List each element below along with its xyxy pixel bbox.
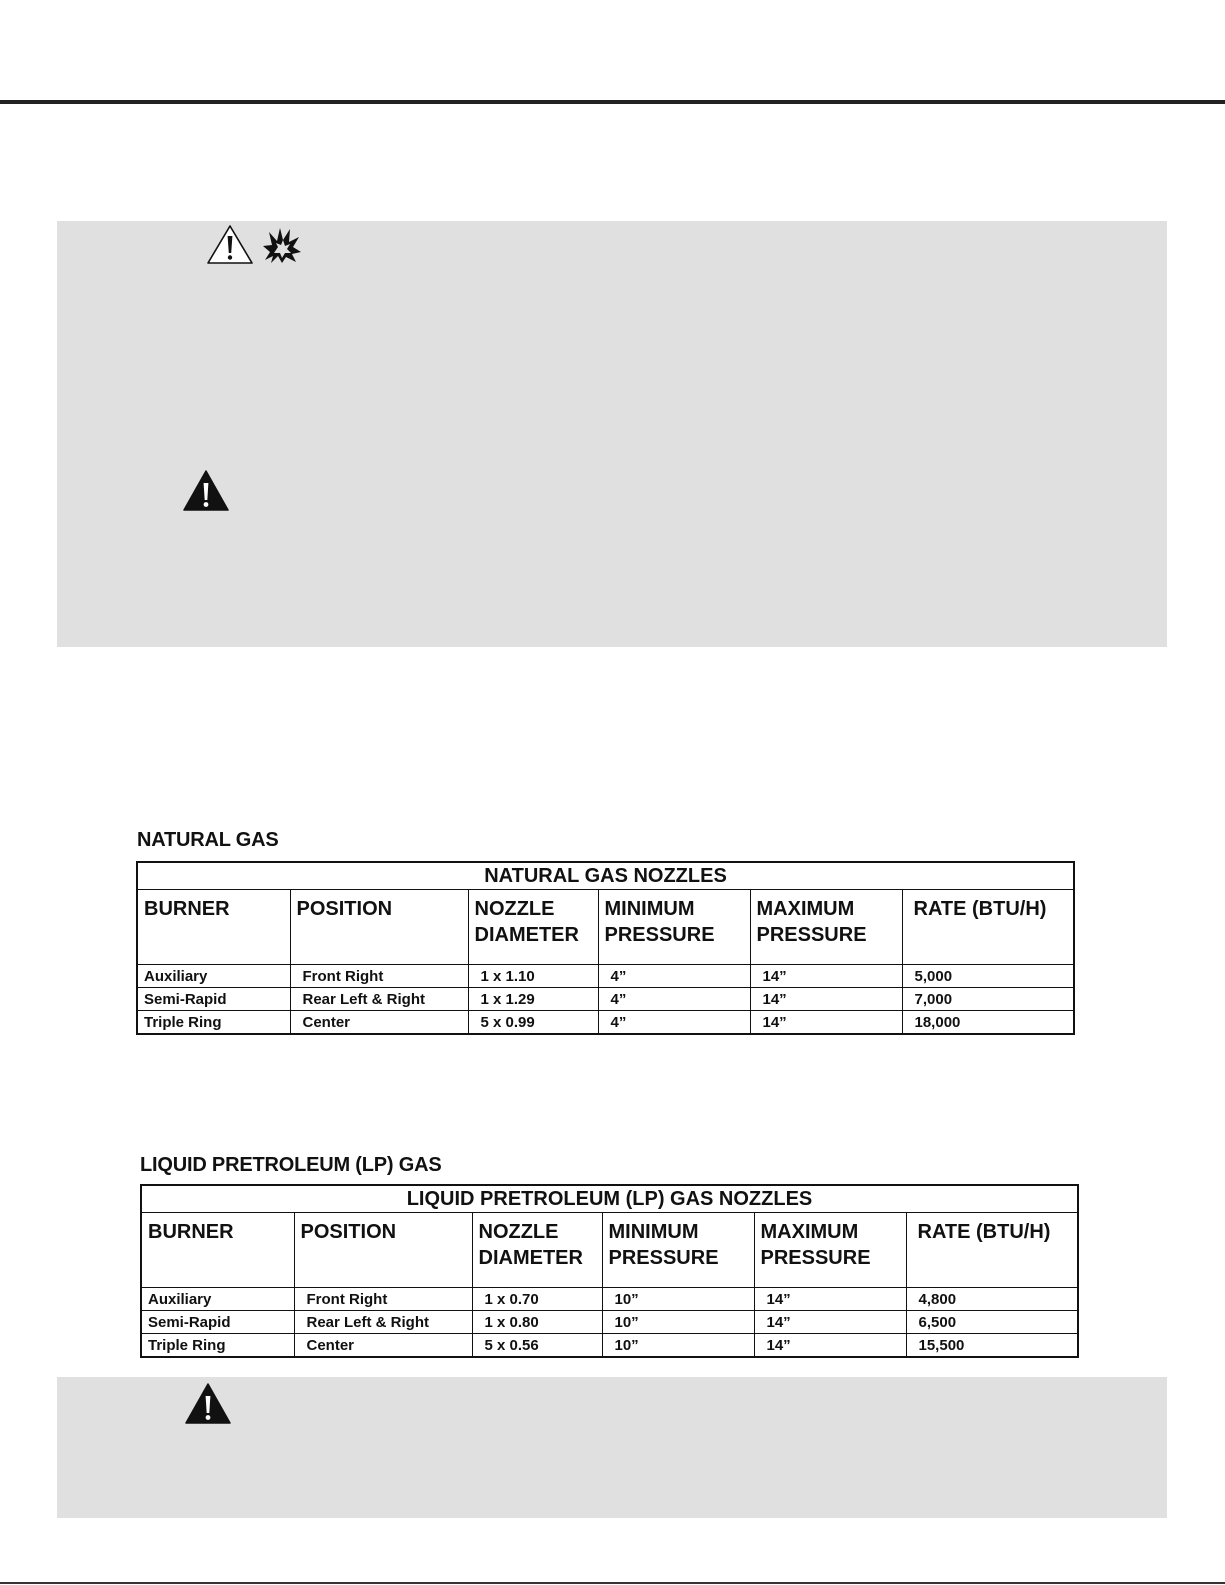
- column-header: MAXIMUM PRESSURE: [754, 1213, 906, 1288]
- position-cell: Front Right: [294, 1288, 472, 1311]
- maximum-pressure-cell: 14”: [754, 1311, 906, 1334]
- table-row: [137, 965, 1074, 988]
- natural-gas-nozzles-table: [136, 861, 1075, 1035]
- burner-cell: Auxiliary: [141, 1288, 294, 1311]
- natural-gas-label: NATURAL GAS: [137, 829, 279, 851]
- minimum-pressure-cell: 10”: [602, 1311, 754, 1334]
- lp-gas-label: LIQUID PRETROLEUM (LP) GAS: [140, 1154, 442, 1176]
- maximum-pressure-cell: 14”: [750, 1011, 902, 1035]
- table-row: [137, 988, 1074, 1011]
- maximum-pressure-cell: 14”: [754, 1288, 906, 1311]
- column-header: MINIMUM PRESSURE: [598, 890, 750, 965]
- minimum-pressure-cell: 4”: [598, 965, 750, 988]
- warning-outline-icon: [206, 224, 254, 265]
- nozzle-diameter-cell: 1 x 1.29: [468, 988, 598, 1011]
- warning-box-explosion: [57, 221, 1167, 647]
- rate-cell: 6,500: [906, 1311, 1078, 1334]
- column-header: POSITION: [294, 1213, 472, 1288]
- maximum-pressure-cell: 14”: [750, 965, 902, 988]
- table-row: [141, 1288, 1078, 1311]
- minimum-pressure-cell: 10”: [602, 1334, 754, 1358]
- rate-cell: 4,800: [906, 1288, 1078, 1311]
- rate-cell: 5,000: [902, 965, 1074, 988]
- table-caption: LIQUID PRETROLEUM (LP) GAS NOZZLES: [141, 1185, 1078, 1213]
- lp-gas-nozzles-table: [140, 1184, 1079, 1358]
- position-cell: Center: [294, 1334, 472, 1358]
- burner-cell: Auxiliary: [137, 965, 290, 988]
- warning-solid-icon: [185, 1383, 231, 1425]
- position-cell: Front Right: [290, 965, 468, 988]
- nozzle-diameter-cell: 5 x 0.56: [472, 1334, 602, 1358]
- table-row: [137, 1011, 1074, 1035]
- burner-cell: Triple Ring: [137, 1011, 290, 1035]
- position-cell: Rear Left & Right: [290, 988, 468, 1011]
- rate-cell: 7,000: [902, 988, 1074, 1011]
- column-header: RATE (BTU/H): [906, 1213, 1078, 1288]
- column-header: POSITION: [290, 890, 468, 965]
- burner-cell: Semi-Rapid: [137, 988, 290, 1011]
- table-row: [141, 1311, 1078, 1334]
- top-rule: [0, 100, 1225, 104]
- minimum-pressure-cell: 10”: [602, 1288, 754, 1311]
- column-header: NOZZLE DIAMETER: [468, 890, 598, 965]
- column-header: MAXIMUM PRESSURE: [750, 890, 902, 965]
- rate-cell: 18,000: [902, 1011, 1074, 1035]
- nozzle-diameter-cell: 1 x 0.80: [472, 1311, 602, 1334]
- column-header: BURNER: [141, 1213, 294, 1288]
- column-header: BURNER: [137, 890, 290, 965]
- minimum-pressure-cell: 4”: [598, 1011, 750, 1035]
- burner-cell: Semi-Rapid: [141, 1311, 294, 1334]
- table-row: [141, 1334, 1078, 1358]
- column-header: RATE (BTU/H): [902, 890, 1074, 965]
- nozzle-diameter-cell: 5 x 0.99: [468, 1011, 598, 1035]
- explosion-icon: [262, 226, 302, 264]
- column-header: MINIMUM PRESSURE: [602, 1213, 754, 1288]
- warning-solid-icon: [183, 470, 229, 512]
- bottom-rule: [0, 1582, 1225, 1584]
- maximum-pressure-cell: 14”: [750, 988, 902, 1011]
- table-caption: NATURAL GAS NOZZLES: [137, 862, 1074, 890]
- rate-cell: 15,500: [906, 1334, 1078, 1358]
- position-cell: Center: [290, 1011, 468, 1035]
- nozzle-diameter-cell: 1 x 1.10: [468, 965, 598, 988]
- minimum-pressure-cell: 4”: [598, 988, 750, 1011]
- nozzle-diameter-cell: 1 x 0.70: [472, 1288, 602, 1311]
- position-cell: Rear Left & Right: [294, 1311, 472, 1334]
- burner-cell: Triple Ring: [141, 1334, 294, 1358]
- maximum-pressure-cell: 14”: [754, 1334, 906, 1358]
- column-header: NOZZLE DIAMETER: [472, 1213, 602, 1288]
